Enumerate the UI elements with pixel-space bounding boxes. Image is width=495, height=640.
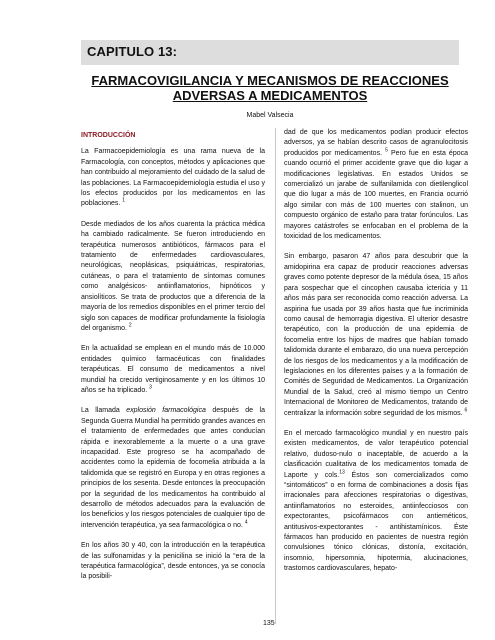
left-column [81,128,265,628]
paragraph: En el mercado farmacológico mundial y en nuestro país existen medicamentos, de valor terapéutico potencial relativo, dudoso-nulo o inaceptable, de acuerdo a la clasificación cualitativa de los medicamentos tomada de Laporte y cols.$^{13}$ Éstos son comercializados como “sintomáticos” o en forma de combinaciones a dosis fijas irracionales para afecciones respiratorias o digestivas, antiinflamatorios no esteroides, antiinfecciosos con expectorantes, psicofármacos con antieméticos, antitusivos-expectorantes - antihistamínicos. Éste fármacos han producido en pacientes de nuestra región convulsiones tónico clónicas, distonía, excitación, insomnio, hipersomnia, hipotermia, alucinaciones, trastornos cardiovasculares, hepato- [284,429,468,573]
page-title [81,73,459,103]
chapter-label: CAPITULO 13: [87,44,178,59]
page-number: 135 [263,620,275,627]
paragraph: Desde mediados de los años cuarenta la práctica médica ha cambiado radicalmente. Se fueron introduciendo en terapéutica numerosos antibióticos, fármacos para el tratamiento de enfermedades cardiovasculares, neurológicas, neoplásicas, psiquiátricas, respiratorias, cutáneas, o para el tratamiento de síntomas comunes como analgésicos- antiinflamatorios, hipnóticos y ansiolíticos. Se trata de productos que a diferencia de la mayoría de los remedios disponibles en el primer tercio del siglo son capaces de modificar profundamente la fisiología del organismo. $^2$ [81,220,265,332]
citation: 6 [464,407,468,414]
paragraph: En la actualidad se emplean en el mundo más de 10.000 entidades químico farmacéuticas con finalidades terapéuticas. El consumo de medicamentos a nivel mundial ha crecido vertiginosamente y en los últimos 10 años se ha triplicado. $^3$ [81,345,265,394]
right-column [284,128,468,628]
paragraph: dad de que los medicamentos podían producir efectos adversos, ya se habían descrito casos de agranulocitosis producidos por medicamentos. $^5$ Pero fue en esta época cuando ocurrió el primer accidente grave que dio lugar a modificaciones legislativas. En estados Unidos se comercializó un jarabe de sulfanilamida con dietilenglicol que dio lugar a más de 100 muertes, en Francia ocurrió algo similar con más de 100 muertes con stalinon, un compuesto orgánico de estaño para tratar forúnculos. Las mayores catástrofes se enfocaban en el problema de la toxicidad de los medicamentos. [284,129,468,241]
author-name: Mabel Valsecia [246,112,294,119]
citation: 1 [122,198,126,205]
citation: 3 [149,384,152,391]
emphasis: explosión farmacológica [126,407,206,415]
title-line-2: ADVERSAS A MEDICAMENTOS [172,88,368,103]
citation: 2 [128,322,132,329]
title-line-1: FARMACOVIGILANCIA Y MECANISMOS DE REACCIONES [91,73,449,88]
citation: 5 [385,147,388,154]
paragraph: La Farmacoepidemiología es una rama nueva de la Farmacología, con conceptos, métodos y aplicaciones que han contribuido al mejoramiento del cuidado de la salud de las poblaciones. La Farmacoepidemiología estudia el uso y los efectos producidos por los medicamentos en las poblaciones. $^1$ [81,148,265,208]
paragraph: En los años 30 y 40, con la introducción en la terapéutica de las sulfonamidas y la penicilina se inició la “era de la terapéutica farmacológica”, desde entonces, ya se conocía la posibili- [81,542,265,581]
column-divider [275,128,276,624]
citation: 4 [244,519,248,526]
section-heading: INTRODUCCIÓN [81,132,136,139]
paragraph: Sin embargo, pasaron 47 años para descubrir que la amidopirina era capaz de producir reacciones adversas graves como potente depresor de la médula ósea, 15 años para sospechar que el cincophen causaba ictericia y 11 años más para ser reconocida como reacción adversa. La aspirina fue usada por 39 años hasta que fue incriminida como causal de hemorragia digestiva. El ulterior desastre terapéutico, con la producción de una epidemia de focomelia entre los hijos de madres que habían tomado talidomida durante el embarazo, dio una nueva percepción de los riesgos de los medicamentos y a la modificación de legislaciones en los diferentes países y a la formación de Comités de Seguridad de Medicamentos. La Organización Mundial de la Salud, creó al mismo tiempo un Centro Internacional de Monitoreo de Medicamentos, tratando de centralizar la información sobre seguridad de los mismos. $^6$ [284,253,468,417]
citation: 13 [339,469,345,476]
paragraph: La llamada explosión farmacológica después de la Segunda Guerra Mundial ha permitido grandes avances en el tratamiento de enfermedades que antes conducían rápida e inexorablemente a la muerte o a una grave incapacidad. Este progreso se ha acompañado de accidentes como la epidemia de focomelia atribuida a la talidomida que se registró en Europa y en otras regiones a principios de los sesenta. Desde entonces la preocupación por la seguridad de los medicamentos ha contribuido al desarrollo de métodos adecuados para la evaluación de los beneficios y los riesgos potenciales de cualquier tipo de intervención terapéutica, ya sea farmacológica o no. $^4$ [81,407,265,529]
